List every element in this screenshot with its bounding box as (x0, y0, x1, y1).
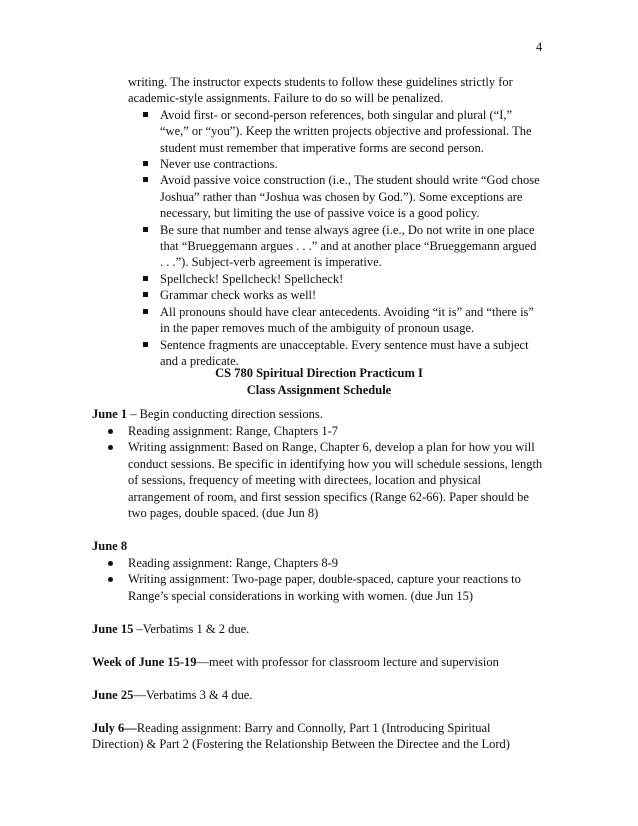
guidelines-section (128, 74, 540, 369)
list-item: Writing assignment: Two-page paper, double-spaced, capture your reactions to Range’s special considerations in working with women. (due Jun 15) (128, 571, 544, 604)
guideline-item: Spellcheck! Spellcheck! Spellcheck! (160, 271, 540, 287)
guideline-item: Avoid passive voice construction (i.e., The student should write “God chose Joshua” rather than “Joshua was chosen by God.”). Some exceptions are necessary, but limiting the use of passive voice is a good policy. (160, 172, 540, 221)
guideline-item: All pronouns should have clear antecedents. Avoiding “it is” and “there is” in the paper removes much of the ambiguity of pronoun usage. (160, 304, 540, 337)
assignment-schedule (92, 406, 544, 753)
schedule-heading (0, 365, 638, 399)
guideline-item: Sentence fragments are unacceptable. Every sentence must have a subject and a predicate. (160, 337, 540, 370)
june8-list (92, 555, 544, 605)
square-bullet-icon (143, 276, 148, 281)
round-bullet-icon (108, 429, 113, 434)
list-item: Writing assignment: Based on Range, Chapter 6, develop a plan for how you will conduct sessions. Be specific in identifying how you will schedule sessions, length of sessions, frequency of meeting with directees, location and physical arrangement of room, and first session specifics (Range 62-66). Paper should be two pages, double spaced. (due Jun 8) (128, 439, 544, 522)
round-bullet-icon (108, 577, 113, 582)
square-bullet-icon (143, 177, 148, 182)
guidelines-list (128, 107, 540, 370)
square-bullet-icon (143, 227, 148, 232)
guideline-item: Grammar check works as well! (160, 287, 540, 303)
schedule-entry-june15: June 15 –Verbatims 1 & 2 due. (92, 621, 250, 636)
guidelines-intro: writing. The instructor expects students to follow these guidelines strictly for academic-style assignments. Failure to do so will be penalized. (128, 75, 513, 106)
schedule-entry-july6: July 6—Reading assignment: Barry and Connolly, Part 1 (Introducing Spiritual Direction) & Part 2 (Fostering the Relationship Between the Directee and the Lord) (92, 720, 510, 751)
june1-list (92, 423, 544, 522)
page-number: 4 (536, 40, 543, 54)
square-bullet-icon (143, 342, 148, 347)
square-bullet-icon (143, 309, 148, 314)
schedule-title: Class Assignment Schedule (246, 383, 392, 397)
square-bullet-icon (143, 161, 148, 166)
schedule-entry-june25: June 25—Verbatims 3 & 4 due. (92, 687, 253, 702)
schedule-entry-june1: June 1 – Begin conducting direction sessions. (92, 407, 323, 421)
square-bullet-icon (143, 292, 148, 297)
guideline-item: Never use contractions. (160, 156, 540, 172)
schedule-entry-june8: June 8 (92, 539, 128, 553)
guideline-item: Avoid first- or second-person references, both singular and plural (“I,” “we,” or “you”). Keep the written projects objective and professional. The student must remember that imperative forms are second person. (160, 107, 540, 156)
round-bullet-icon (108, 445, 113, 450)
schedule-entry-week: Week of June 15-19—meet with professor for classroom lecture and supervision (92, 654, 499, 669)
list-item: Reading assignment: Range, Chapters 1-7 (128, 423, 544, 440)
list-item: Reading assignment: Range, Chapters 8-9 (128, 555, 544, 572)
course-title: CS 780 Spiritual Direction Practicum I (215, 366, 423, 380)
square-bullet-icon (143, 112, 148, 117)
guideline-item: Be sure that number and tense always agree (i.e., Do not write in one place that “Brueggemann argues . . .” and at another place “Brueggemann argued . . .”). Subject-verb agreement is imperative. (160, 222, 540, 271)
round-bullet-icon (108, 561, 113, 566)
